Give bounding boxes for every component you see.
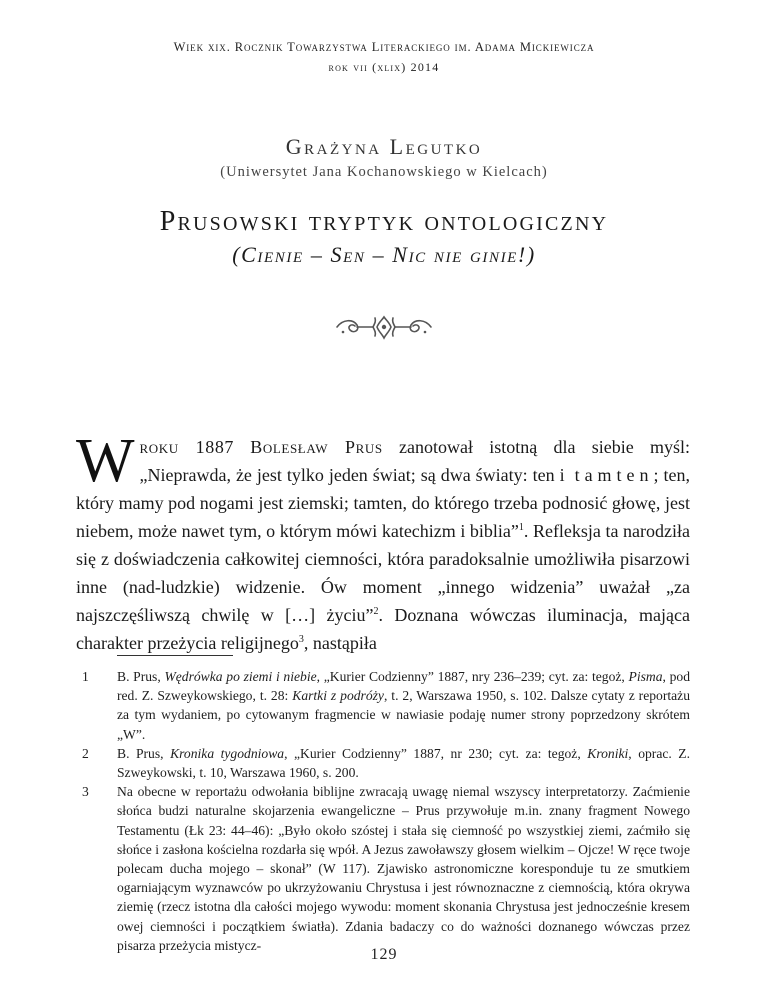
footnote-number: 3	[82, 784, 89, 800]
footnote-text: , „Kurier Codzienny” 1887, nry 236–239; cyt. za: tegoż,	[316, 669, 629, 684]
subtitle-text: Cienie – Sen – Nic nie ginie!	[241, 242, 527, 267]
footnote-italic: Wędrówka po ziemi i niebie	[164, 669, 317, 684]
footnote-ref-1[interactable]: 1	[518, 522, 524, 533]
footnote-text: , t. 2, Warszawa 1950, s. 102. Dalsze cytaty z reportażu za tym wydaniem, po cytowanym fragmencie w nawiasie podaję numer strony poprzedzony skrótem „W”.	[117, 688, 690, 742]
footnote-text: , „Kurier Codzienny” 1887, nr 230; cyt. za: tegoż,	[284, 745, 588, 761]
article-subtitle	[0, 242, 768, 268]
body-text-1: zanotował istotną dla siebie myśl: „Nieprawda, że jest tylko jeden świat; są dwa światy: ten	[139, 437, 690, 485]
drop-cap: W	[76, 427, 135, 495]
footnote-ref-2[interactable]: 2	[373, 606, 379, 617]
body-text-3: ; ten, który mamy pod nogami jest ziemski; tamten, do którego trzeba podnosić głowę, jest niebem, może nawet tym, o którym mówi katechizm i biblia”	[76, 465, 691, 541]
journal-volume: rok vii (xlix) 2014	[328, 60, 440, 74]
spaced-word-1: i	[559, 465, 570, 485]
footnote-text: , pod red. Z. Szweykowskiego, t. 28:	[117, 669, 691, 704]
journal-running-head: Wiek xix. Rocznik Towarzystwa Literackiego im. Adama Mickiewicza	[173, 40, 595, 54]
footnotes	[76, 667, 690, 955]
footnote-number: 1	[82, 669, 89, 684]
footnote-number: 2	[82, 745, 89, 761]
footnote-1	[76, 667, 690, 744]
footnote-italic: Kartki z podróży	[292, 688, 384, 704]
footnote-italic: Kronika tygodniowa	[170, 745, 285, 761]
subtitle-close-paren: )	[526, 242, 536, 267]
article-title: Prusowski tryptyk ontologiczny	[159, 206, 609, 237]
article-author: Grażyna Legutko	[285, 134, 483, 159]
footnote-italic: Kroniki	[587, 745, 629, 761]
footnote-separator	[117, 655, 233, 656]
body-text-5: . Doznana wówczas iluminacja, mająca charakter przeżycia religijnego	[76, 605, 690, 653]
footnote-text: B. Prus,	[117, 669, 165, 684]
body-text-6: , nastąpiła	[303, 633, 377, 653]
spaced-word-2: tamten	[574, 465, 654, 485]
author-name-inline: Bolesław Prus	[250, 437, 383, 457]
opening-paragraph	[76, 427, 691, 657]
page-number: 129	[370, 946, 398, 963]
footnote-text: Na obecne w reportażu odwołania biblijne zwracają uwagę niemal wszyscy interpretatorzy. Zaćmienie słońca budzi naturalne skojarzenia ewangeliczne – Prus przywołuje m.in. znany fragment Nowego Testamentu (Łk 23: 44–46): „Było około szóstej i stała się ciemność po wszystkiej ziemi, zaćmiło się słońce i zasłona kościelna rozdarła się wpół. A Jezus zawoławszy głosem wielkim – Ojcze! W ręce twoje polecam ducha mojego – skonał” (W 117). Zjawisko astronomiczne koresponduje tu ze smutkiem ogarniającym wyznawców po ukrzyżowaniu Chrystusa i jest równoznaczne z ciemnością, która okrywa ziemię (rzecz istotna dla całości mojego wywodu: moment skonania Chrystusa jest jednocześnie kresem owej ciemności i początkiem światła). Zdania badaczy co do ważności doznanego wówczas przez pisarza przeżycia mistycz-	[117, 784, 690, 953]
article-body	[76, 427, 691, 657]
lead-words: roku 1887	[139, 437, 235, 457]
footnote-ref-3[interactable]: 3	[298, 634, 304, 645]
footnote-text: , oprac. Z. Szweykowski, t. 10, Warszawa 1960, s. 200.	[117, 745, 691, 781]
footnote-italic: Pisma	[628, 669, 663, 684]
footnote-3	[76, 782, 690, 955]
author-affiliation: (Uniwersytet Jana Kochanowskiego w Kielcach)	[220, 164, 548, 180]
body-text-4: . Refleksja ta narodziła się z doświadczenia całkowitej ciemności, która paradoksalnie umożliwiła pisarzowi inne (nad-ludzkie) widzenie. Ów moment „innego widzenia” uważał „za najszczęśliwszą chwilę w […] życiu”	[76, 521, 690, 625]
subtitle-open-paren: (	[232, 242, 242, 267]
footnote-2	[76, 744, 690, 782]
footnote-text: B. Prus,	[117, 745, 171, 761]
fleuron-ornament-icon	[329, 312, 439, 342]
